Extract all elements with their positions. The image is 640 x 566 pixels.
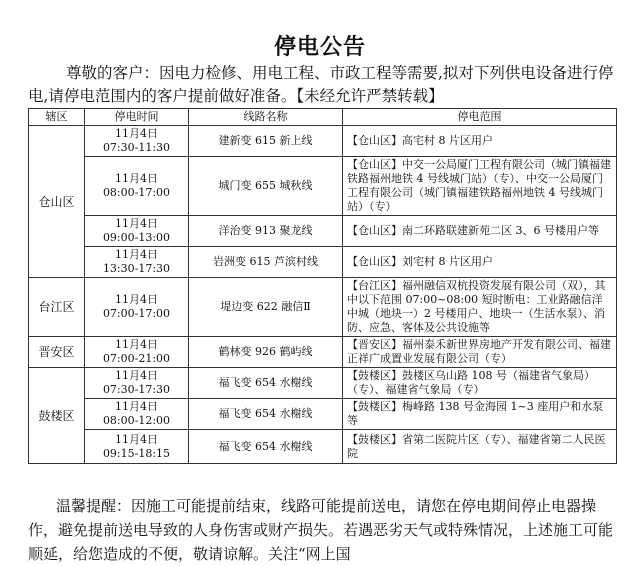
outage-date: 11月4日 <box>115 127 158 140</box>
line-name-cell: 福飞变 654 水榭线 <box>189 430 343 464</box>
outage-scope-cell: 【鼓楼区】鼓楼区乌山路 108 号（福建省气象局）（专）、福建省气象局（专） <box>343 368 617 399</box>
outage-time: 07:30-17:30 <box>102 383 171 396</box>
header-district: 辖区 <box>29 109 85 126</box>
warm-tip <box>28 494 618 566</box>
district-cell: 鼓楼区 <box>29 368 85 464</box>
outage-date: 11月4日 <box>115 369 158 382</box>
outage-scope-cell: 【鼓楼区】省第二医院片区（专）、福建省第二人民医院 <box>343 430 617 464</box>
line-name-cell: 岩洲变 615 芦滨村线 <box>189 247 343 278</box>
outage-date: 11月4日 <box>115 432 158 446</box>
outage-scope-cell: 【仓山区】中交一公局厦门工程有限公司（城门镇福建铁路福州地铁 4 号线城门站）（专）、中交一公局厦门工程有限公司（城门镇福建铁路福州地铁 4 号线城门站）（专） <box>343 157 617 216</box>
outage-date: 11月4日 <box>115 248 158 261</box>
outage-date: 11月4日 <box>115 400 158 413</box>
table-row <box>29 157 617 216</box>
line-name-cell: 福飞变 654 水榭线 <box>189 368 343 399</box>
table-row <box>29 337 617 368</box>
table-row <box>29 247 617 278</box>
outage-table <box>28 108 617 464</box>
outage-scope-cell: 【晋安区】福州泰禾新世界房地产开发有限公司、福建正祥广成置业发展有限公司（专） <box>343 337 617 368</box>
time-cell <box>85 430 189 464</box>
header-scope: 停电范围 <box>343 109 617 126</box>
header-time: 停电时间 <box>85 109 189 126</box>
time-cell <box>85 247 189 278</box>
table-row <box>29 368 617 399</box>
intro-text: 尊敬的客户：因电力检修、用电工程、市政工程等需要,拟对下列供电设备进行停电,请停电范围内的客户提前做好准备。【未经允许严禁转载】 <box>28 64 614 105</box>
line-name-cell: 堤边变 622 融信Ⅱ <box>189 278 343 337</box>
outage-time: 07:00-21:00 <box>102 352 171 365</box>
time-cell <box>85 157 189 216</box>
outage-scope-cell: 【仓山区】高宅村 8 片区用户 <box>343 126 617 157</box>
time-cell <box>85 278 189 337</box>
district-cell: 晋安区 <box>29 337 85 368</box>
table-row <box>29 126 617 157</box>
notice-title: 停电公告 <box>273 35 366 60</box>
outage-time: 08:00-12:00 <box>102 414 171 427</box>
outage-scope-cell: 【台江区】福州融信双杭投资发展有限公司（双），其中以下范围 07:00~08:00 短时断电：工业路融信洋中城（地块一）2 号楼用户、地块一（生活水泵）、消防、应急、客体及公共设施等 <box>343 278 617 337</box>
table-row <box>29 278 617 337</box>
outage-time: 09:00-13:00 <box>102 231 171 244</box>
line-name-cell: 洋治变 913 聚龙线 <box>189 216 343 247</box>
outage-date: 11月4日 <box>115 293 158 306</box>
outage-scope-cell: 【仓山区】刘宅村 8 片区用户 <box>343 247 617 278</box>
time-cell <box>85 337 189 368</box>
line-name-cell: 福飞变 654 水榭线 <box>189 399 343 430</box>
outage-time: 09:15-18:15 <box>102 446 171 460</box>
outage-time: 13:30-17:30 <box>102 262 171 275</box>
outage-date: 11月4日 <box>115 338 158 351</box>
time-cell <box>85 126 189 157</box>
district-cell: 仓山区 <box>29 126 85 278</box>
table-row <box>29 216 617 247</box>
outage-scope-cell: 【鼓楼区】梅峰路 138 号金海园 1~3 座用户和水泵等 <box>343 399 617 430</box>
line-name-cell: 城门变 655 城秋线 <box>189 157 343 216</box>
outage-time: 07:00-17:00 <box>102 307 171 320</box>
outage-date: 11月4日 <box>115 217 158 230</box>
district-cell: 台江区 <box>29 278 85 337</box>
outage-scope-cell: 【仓山区】南二环路联建新苑二区 3、6 号楼用户等 <box>343 216 617 247</box>
outage-date: 11月4日 <box>115 172 158 185</box>
time-cell <box>85 216 189 247</box>
table-row <box>29 430 617 464</box>
table-header <box>29 109 617 126</box>
notice-intro <box>28 62 618 108</box>
tip-text: 温馨提醒：因施工可能提前结束，线路可能提前送电，请您在停电期间停止电器操作，避免提前送电导致的人身伤害或财产损失。若遇恶劣天气或特殊情况，上述施工可能顺延，给您造成的不便，敬请谅解。关注“网上国 <box>28 497 614 563</box>
table-row <box>29 399 617 430</box>
line-name-cell: 建新变 615 新上线 <box>189 126 343 157</box>
outage-time: 08:00-17:00 <box>102 186 171 199</box>
outage-time: 07:30-11:30 <box>102 141 171 154</box>
time-cell <box>85 399 189 430</box>
header-line: 线路名称 <box>189 109 343 126</box>
table-body <box>29 126 617 464</box>
line-name-cell: 鹤林变 926 鹤屿线 <box>189 337 343 368</box>
time-cell <box>85 368 189 399</box>
